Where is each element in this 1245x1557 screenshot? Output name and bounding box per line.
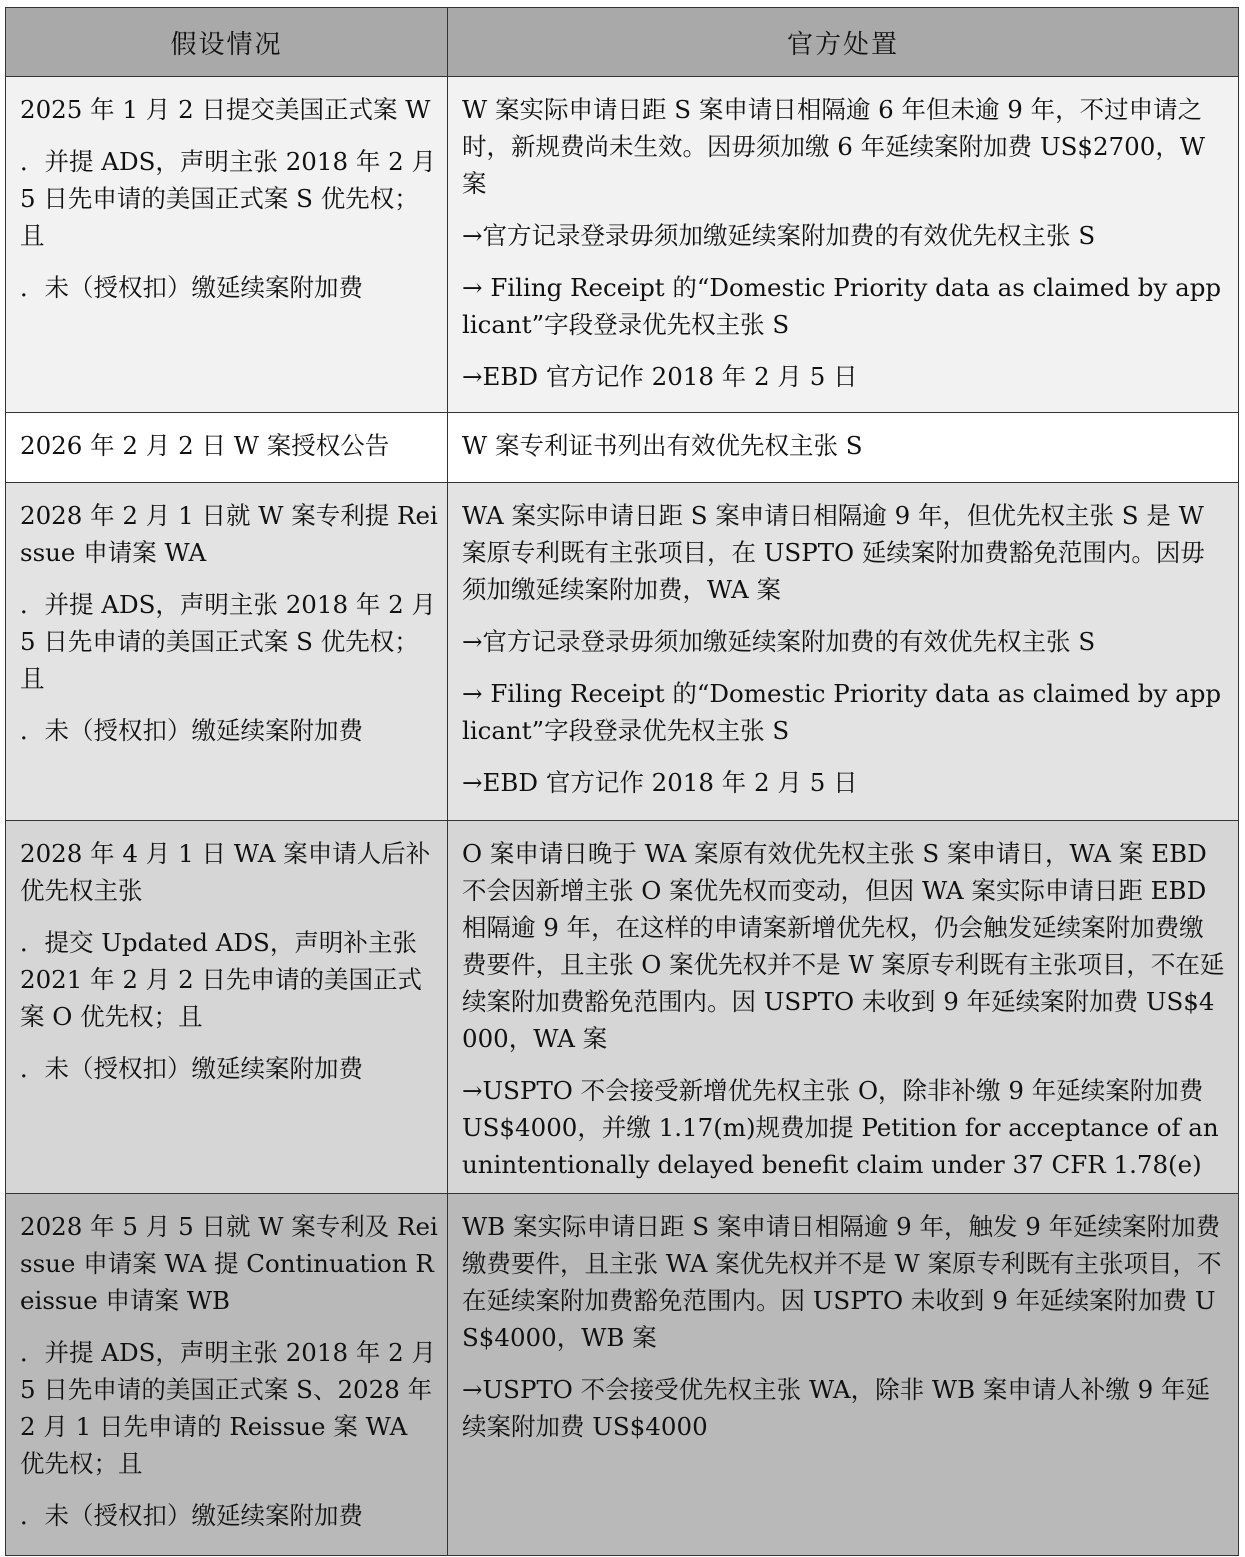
hypothetical-cell [6,77,448,413]
hypothetical-cell [6,1194,448,1556]
cell-paragraph: ．未（授权扣）缴延续案附加费 [20,1501,363,1530]
hypothetical-cell [6,821,448,1194]
cell-paragraph: ．并提 ADS，声明主张 2018 年 2 月 5 日先申请的美国正式案 S 优先权；且 [20,590,436,693]
official-handling-cell [448,413,1239,483]
official-handling-cell [448,77,1239,413]
cell-paragraph: 2028 年 2 月 1 日就 W 案专利提 Reissue 申请案 WA [20,501,438,567]
cell-paragraph: →官方记录登录毋须加缴延续案附加费的有效优先权主张 S [462,221,1096,250]
cell-paragraph: →官方记录登录毋须加缴延续案附加费的有效优先权主张 S [462,627,1096,656]
cell-paragraph: → Filing Receipt 的“Domestic Priority data as claimed by applicant”字段登录优先权主张 S [462,679,1222,745]
cell-paragraph: →USPTO 不会接受新增优先权主张 O，除非补缴 9 年延续案附加费 US$4000，并缴 1.17(m)规费加提 Petition for acceptance of an unintentionally delayed benefit claim under 37 CFR 1.78(e) [462,1076,1219,1179]
priority-claim-table [5,7,1239,1556]
table-row [6,413,1239,483]
cell-paragraph: ．未（授权扣）缴延续案附加费 [20,716,363,745]
hypothetical-cell [6,413,448,483]
table-row [6,77,1239,413]
cell-paragraph: W 案实际申请日距 S 案申请日相隔逾 6 年但未逾 9 年，不过申请之时，新规费尚未生效。因毋须加缴 6 年延续案附加费 US$2700，W 案 [462,95,1206,198]
header-hypothetical: 假设情况 [6,8,448,77]
official-handling-cell [448,483,1239,821]
cell-paragraph: WB 案实际申请日距 S 案申请日相隔逾 9 年，触发 9 年延续案附加费缴费要件，且主张 WA 案优先权并不是 W 案原专利既有主张项目，不在延续案附加费豁免范围内。因 USPTO 未收到 9 年延续案附加费 US$4000，WB 案 [462,1212,1222,1352]
official-handling-cell [448,1194,1239,1556]
table-row [6,1194,1239,1556]
cell-paragraph: ．并提 ADS，声明主张 2018 年 2 月 5 日先申请的美国正式案 S、2028 年 2 月 1 日先申请的 Reissue 案 WA 优先权；且 [20,1338,436,1478]
cell-paragraph: →EBD 官方记作 2018 年 2 月 5 日 [462,362,858,391]
cell-paragraph: WA 案实际申请日距 S 案申请日相隔逾 9 年，但优先权主张 S 是 W 案原专利既有主张项目，在 USPTO 延续案附加费豁免范围内。因毋须加缴延续案附加费，WA 案 [462,501,1205,604]
cell-paragraph: 2028 年 4 月 1 日 WA 案申请人后补优先权主张 [20,839,431,905]
cell-paragraph: ．未（授权扣）缴延续案附加费 [20,1054,363,1083]
official-handling-cell [448,821,1239,1194]
cell-paragraph: → Filing Receipt 的“Domestic Priority data as claimed by applicant”字段登录优先权主张 S [462,273,1222,339]
cell-paragraph: ．未（授权扣）缴延续案附加费 [20,273,363,302]
cell-paragraph: W 案专利证书列出有效优先权主张 S [462,431,863,460]
cell-paragraph: 2028 年 5 月 5 日就 W 案专利及 Reissue 申请案 WA 提 Continuation Reissue 申请案 WB [20,1212,438,1315]
cell-paragraph: O 案申请日晚于 WA 案原有效优先权主张 S 案申请日，WA 案 EBD 不会因新增主张 O 案优先权而变动，但因 WA 案实际申请日距 EBD 相隔逾 9 年，在这样的申请案新增优先权，仍会触发延续案附加费缴费要件，且主张 O 案优先权并不是 W 案原专利既有主张项目，不在延续案附加费豁免范围内。因 USPTO 未收到 9 年延续案附加费 US$4000，WA 案 [462,839,1225,1053]
cell-paragraph: →EBD 官方记作 2018 年 2 月 5 日 [462,768,858,797]
cell-paragraph: 2026 年 2 月 2 日 W 案授权公告 [20,431,390,460]
header-official-handling: 官方处置 [448,8,1239,77]
hypothetical-cell [6,483,448,821]
cell-paragraph: →USPTO 不会接受优先权主张 WA，除非 WB 案申请人补缴 9 年延续案附加费 US$4000 [462,1375,1211,1441]
table-row [6,821,1239,1194]
cell-paragraph: 2025 年 1 月 2 日提交美国正式案 W [20,95,431,124]
table-row [6,483,1239,821]
cell-paragraph: ．并提 ADS，声明主张 2018 年 2 月 5 日先申请的美国正式案 S 优先权；且 [20,147,436,250]
cell-paragraph: ．提交 Updated ADS，声明补主张 2021 年 2 月 2 日先申请的美国正式案 O 优先权；且 [20,928,422,1031]
table-header-row [6,8,1239,77]
